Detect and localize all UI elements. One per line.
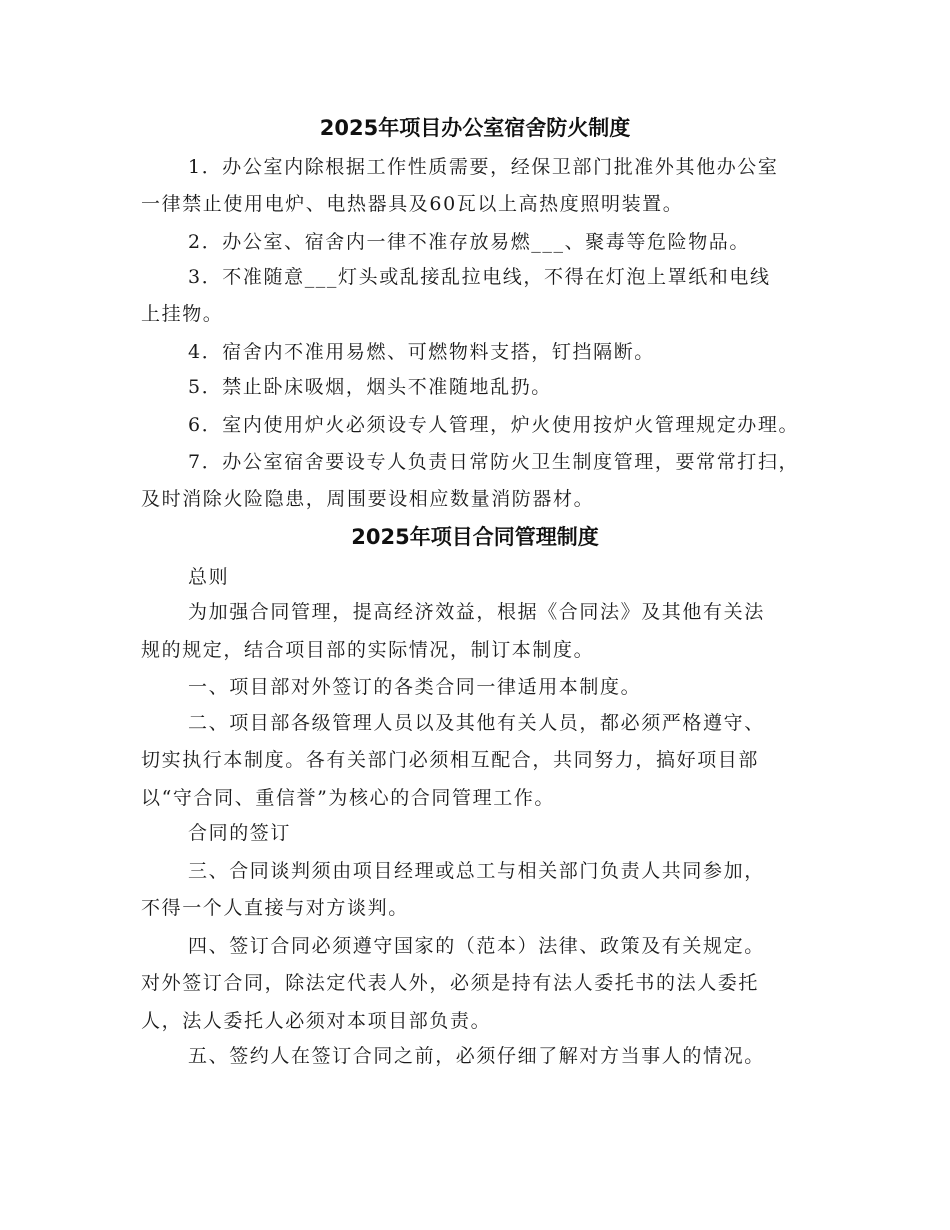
contract-article-3-line-1: 三、合同谈判须由项目经理或总工与相关部门负责人共同参加， [188,860,765,882]
section-heading-general: 总则 [188,566,230,588]
contract-intro-line-1: 为加强合同管理，提高经济效益，根据《合同法》及其他有关法 [188,601,765,623]
contract-article-1: 一、项目部对外签订的各类合同一律适用本制度。 [188,676,642,698]
fire-rule-2: 2．办公室、宿舍内一律不准存放易燃___、聚毒等危险物品。 [188,231,750,253]
contract-article-2-line-1: 二、项目部各级管理人员以及其他有关人员，都必须严格遵守、 [188,712,765,734]
contract-article-2-line-3: 以“守合同、重信誉”为核心的合同管理工作。 [141,787,556,809]
contract-article-5: 五、签约人在签订合同之前，必须仔细了解对方当事人的情况。 [188,1045,765,1067]
contract-article-3-line-2: 不得一个人直接与对方谈判。 [141,897,409,919]
contract-article-4-line-3: 人，法人委托人必须对本项目部负责。 [141,1010,492,1032]
fire-rule-6: 6．室内使用炉火必须设专人管理，炉火使用按炉火管理规定办理。 [188,414,800,436]
fire-rule-7-line-1: 7．办公室宿舍要设专人负责日常防火卫生制度管理，要常常打扫， [188,451,800,473]
section-heading-signing: 合同的签订 [188,822,292,844]
fire-rule-3-line-2: 上挂物。 [141,303,224,325]
fire-rule-1-line-2: 一律禁止使用电炉、电热器具及60瓦以上高热度照明装置。 [141,193,684,215]
contract-intro-line-2: 规的规定，结合项目部的实际情况，制订本制度。 [141,639,595,661]
fire-rule-7-line-2: 及时消除火险隐患，周围要设相应数量消防器材。 [141,488,595,510]
fire-rule-4: 4．宿舍内不准用易燃、可燃物料支搭，钉挡隔断。 [188,341,655,363]
contract-article-4-line-1: 四、签订合同必须遵守国家的（范本）法律、政策及有关规定。 [188,935,765,957]
contract-management-title: 2025年项目合同管理制度 [351,525,599,549]
fire-safety-title: 2025年项目办公室宿舍防火制度 [319,116,631,140]
fire-rule-1-line-1: 1．办公室内除根据工作性质需要，经保卫部门批准外其他办公室 [188,156,779,178]
fire-rule-3-line-1: 3．不准随意___灯头或乱接乱拉电线，不得在灯泡上罩纸和电线 [188,266,771,288]
fire-rule-5: 5．禁止卧床吸烟，烟头不准随地乱扔。 [188,376,552,398]
contract-article-2-line-2: 切实执行本制度。各有关部门必须相互配合，共同努力，搞好项目部 [141,749,760,771]
contract-article-4-line-2: 对外签订合同，除法定代表人外，必须是持有法人委托书的法人委托 [141,972,760,994]
